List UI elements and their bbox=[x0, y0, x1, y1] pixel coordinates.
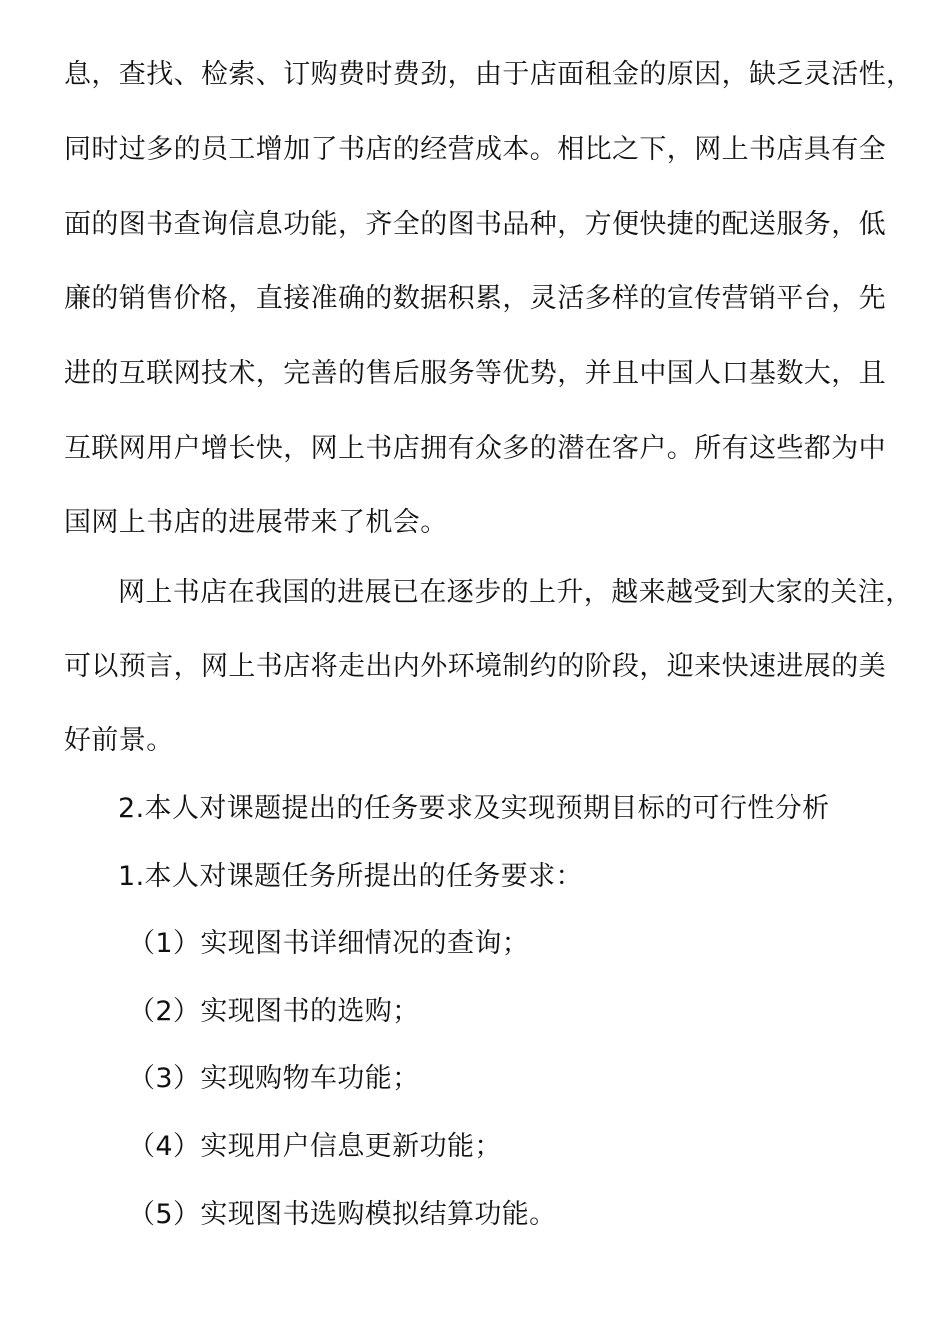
paragraph-line: 息，查找、检索、订购费时费劲，由于店面租金的原因，缺乏灵活性， bbox=[64, 59, 914, 90]
paragraph-line: 网上书店在我国的进展已在逐步的上升，越来越受到大家的关注， bbox=[118, 577, 913, 608]
list-item: （4）实现用户信息更新功能； bbox=[128, 1131, 502, 1162]
paragraph-line: 可以预言，网上书店将走出内外环境制约的阶段，迎来快速进展的美 bbox=[64, 651, 886, 682]
list-item: （3）实现购物车功能； bbox=[128, 1063, 420, 1094]
paragraph-line: 同时过多的员工增加了书店的经营成本。相比之下，网上书店具有全 bbox=[64, 134, 886, 165]
paragraph-line: 好前景。 bbox=[64, 725, 174, 756]
list-item: （2）实现图书的选购； bbox=[128, 996, 420, 1027]
paragraph-line: 廉的销售价格，直接准确的数据积累，灵活多样的宣传营销平台，先 bbox=[64, 283, 886, 314]
list-item: （1）实现图书详细情况的查询； bbox=[128, 928, 530, 959]
paragraph-line: 面的图书查询信息功能，齐全的图书品种，方便快捷的配送服务，低 bbox=[64, 209, 886, 240]
paragraph-line: 国网上书店的进展带来了机会。 bbox=[64, 507, 448, 538]
paragraph-line: 进的互联网技术，完善的售后服务等优势，并且中国人口基数大，且 bbox=[64, 358, 886, 389]
paragraph-line: 互联网用户增长快，网上书店拥有众多的潜在客户。所有这些都为中 bbox=[64, 433, 886, 464]
section-heading: 2.本人对课题提出的任务要求及实现预期目标的可行性分析 bbox=[118, 793, 830, 824]
list-item: （5）实现图书选购模拟结算功能。 bbox=[128, 1199, 557, 1230]
sub-heading: 1.本人对课题任务所提出的任务要求： bbox=[118, 861, 583, 892]
